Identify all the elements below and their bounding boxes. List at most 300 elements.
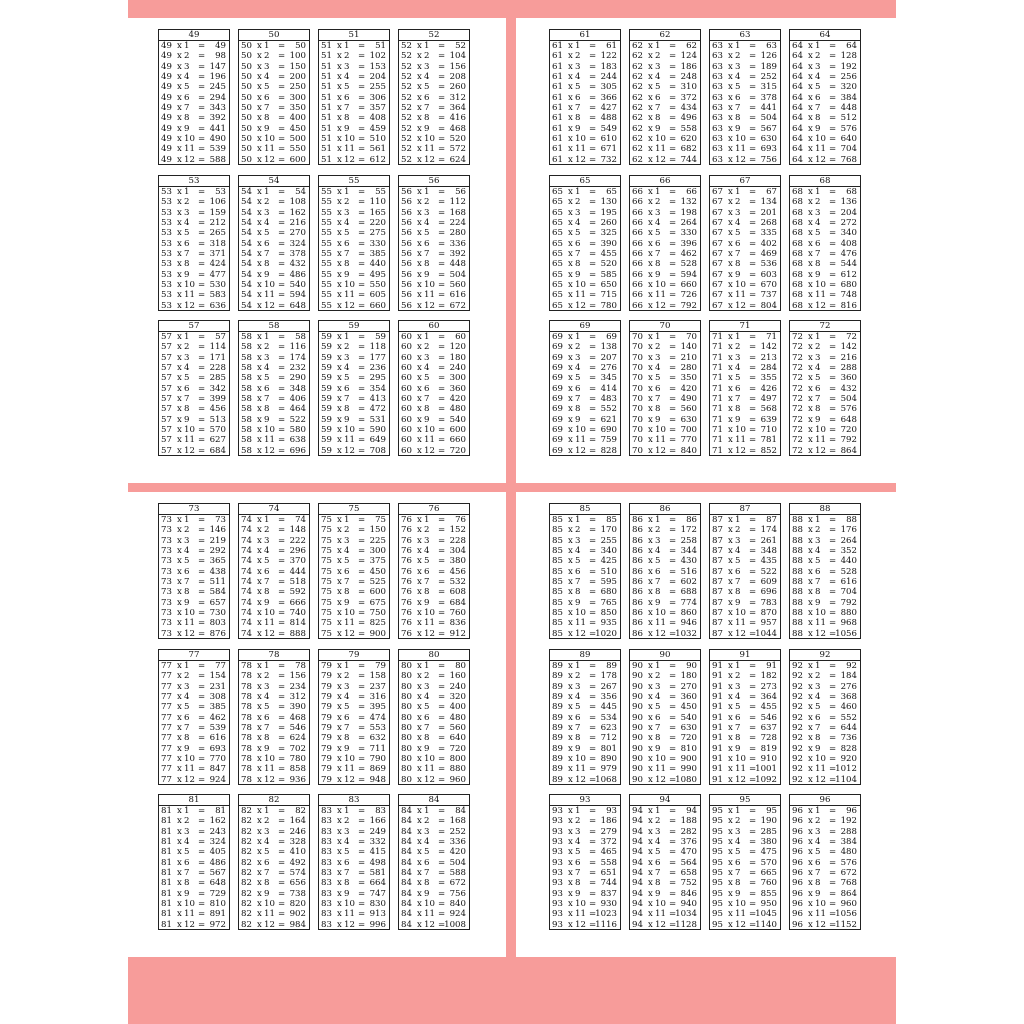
table-row xyxy=(550,363,620,373)
product: 624 xyxy=(290,733,306,743)
product: 246 xyxy=(290,827,306,837)
product: 510 xyxy=(601,567,617,577)
equals-sign: = xyxy=(749,218,756,228)
equals-sign: = xyxy=(829,363,836,373)
factor-a: 74 xyxy=(241,567,252,577)
factor-b: 12 xyxy=(575,301,586,311)
factor-a: 90 xyxy=(632,764,643,774)
table-row xyxy=(319,228,389,238)
times-sign: x xyxy=(808,525,813,535)
equals-sign: = xyxy=(589,858,596,868)
table-row xyxy=(319,435,389,445)
times-sign: x xyxy=(417,239,422,249)
product: 365 xyxy=(210,556,226,566)
equals-sign: = xyxy=(198,394,205,404)
factor-b: 4 xyxy=(424,363,429,373)
times-sign: x xyxy=(568,332,573,342)
times-sign: x xyxy=(337,82,342,92)
table-row xyxy=(550,858,620,868)
factor-b: 11 xyxy=(815,290,826,300)
product: 455 xyxy=(761,702,777,712)
factor-a: 83 xyxy=(321,868,332,878)
factor-b: 12 xyxy=(655,446,666,456)
table-row xyxy=(159,93,229,103)
table-row xyxy=(319,103,389,113)
times-table-card xyxy=(709,503,781,639)
factor-a: 56 xyxy=(401,208,412,218)
product: 62 xyxy=(686,41,697,51)
product: 464 xyxy=(290,404,306,414)
times-table-card xyxy=(709,175,781,311)
factor-a: 81 xyxy=(161,909,172,919)
times-sign: x xyxy=(257,187,262,197)
product: 100 xyxy=(290,51,306,61)
times-sign: x xyxy=(177,816,182,826)
equals-sign: = xyxy=(358,290,365,300)
table-row xyxy=(239,837,309,847)
table-row xyxy=(710,270,780,280)
factor-a: 53 xyxy=(161,187,172,197)
table-row xyxy=(399,909,469,919)
factor-b: 4 xyxy=(184,72,189,82)
equals-sign: = xyxy=(669,692,676,702)
times-sign: x xyxy=(808,567,813,577)
factor-b: 8 xyxy=(575,733,580,743)
equals-sign: = xyxy=(438,682,445,692)
table-row xyxy=(399,353,469,363)
factor-a: 57 xyxy=(161,425,172,435)
table-row xyxy=(550,733,620,743)
factor-b: 3 xyxy=(655,62,660,72)
factor-b: 5 xyxy=(815,847,820,857)
product: 378 xyxy=(761,93,777,103)
equals-sign: = xyxy=(589,764,596,774)
times-sign: x xyxy=(417,858,422,868)
times-sign: x xyxy=(257,342,262,352)
equals-sign: = xyxy=(438,692,445,702)
times-sign: x xyxy=(337,847,342,857)
factor-b: 6 xyxy=(655,567,660,577)
equals-sign: = xyxy=(829,332,836,342)
table-row xyxy=(550,197,620,207)
times-sign: x xyxy=(257,587,262,597)
factor-b: 5 xyxy=(655,556,660,566)
factor-a: 76 xyxy=(401,608,412,618)
equals-sign: = xyxy=(438,124,445,134)
product: 500 xyxy=(290,134,306,144)
product: 352 xyxy=(841,546,857,556)
times-sign: x xyxy=(728,536,733,546)
product: 308 xyxy=(210,692,226,702)
table-row xyxy=(710,567,780,577)
factor-b: 2 xyxy=(264,671,269,681)
factor-b: 3 xyxy=(344,682,349,692)
times-sign: x xyxy=(648,259,653,269)
equals-sign: = xyxy=(589,446,596,456)
equals-sign: = xyxy=(198,692,205,702)
factor-b: 11 xyxy=(264,144,275,154)
equals-sign: = xyxy=(829,920,836,930)
times-sign: x xyxy=(808,909,813,919)
factor-a: 85 xyxy=(552,618,563,628)
times-sign: x xyxy=(648,878,653,888)
factor-b: 2 xyxy=(735,51,740,61)
times-sign: x xyxy=(568,155,573,165)
product: 78 xyxy=(295,661,306,671)
equals-sign: = xyxy=(669,259,676,269)
times-table-card xyxy=(238,649,310,785)
times-sign: x xyxy=(728,806,733,816)
product: 153 xyxy=(370,62,386,72)
equals-sign: = xyxy=(358,713,365,723)
equals-sign: = xyxy=(829,598,836,608)
factor-b: 1 xyxy=(735,41,740,51)
factor-a: 58 xyxy=(241,394,252,404)
equals-sign: = xyxy=(749,342,756,352)
equals-sign: = xyxy=(358,103,365,113)
equals-sign: = xyxy=(589,82,596,92)
product: 640 xyxy=(841,134,857,144)
factor-a: 81 xyxy=(161,827,172,837)
factor-b: 1 xyxy=(264,661,269,671)
table-row xyxy=(319,239,389,249)
equals-sign: = xyxy=(749,692,756,702)
factor-a: 67 xyxy=(712,197,723,207)
equals-sign: = xyxy=(198,909,205,919)
table-row xyxy=(790,51,860,61)
factor-a: 54 xyxy=(241,249,252,259)
factor-b: 2 xyxy=(424,816,429,826)
times-sign: x xyxy=(568,567,573,577)
product: 306 xyxy=(370,93,386,103)
equals-sign: = xyxy=(438,144,445,154)
table-row xyxy=(630,827,700,837)
table-row xyxy=(399,259,469,269)
equals-sign: = xyxy=(829,197,836,207)
times-sign: x xyxy=(337,218,342,228)
table-row xyxy=(630,103,700,113)
product: 528 xyxy=(841,567,857,577)
times-sign: x xyxy=(417,124,422,134)
product: 95 xyxy=(766,806,777,816)
factor-a: 82 xyxy=(241,847,252,857)
factor-a: 70 xyxy=(632,373,643,383)
table-row xyxy=(319,208,389,218)
product: 410 xyxy=(290,847,306,857)
times-sign: x xyxy=(808,878,813,888)
factor-a: 94 xyxy=(632,816,643,826)
equals-sign: = xyxy=(438,270,445,280)
equals-sign: = xyxy=(589,682,596,692)
times-sign: x xyxy=(417,744,422,754)
equals-sign: = xyxy=(278,72,285,82)
product: 540 xyxy=(290,280,306,290)
equals-sign: = xyxy=(829,228,836,238)
times-sign: x xyxy=(728,134,733,144)
times-sign: x xyxy=(337,228,342,238)
table-row xyxy=(710,290,780,300)
product: 592 xyxy=(290,587,306,597)
product: 737 xyxy=(761,290,777,300)
times-sign: x xyxy=(808,134,813,144)
times-sign: x xyxy=(808,93,813,103)
factor-a: 92 xyxy=(792,754,803,764)
equals-sign: = xyxy=(829,661,836,671)
equals-sign: = xyxy=(198,827,205,837)
factor-b: 3 xyxy=(184,353,189,363)
table-row xyxy=(550,608,620,618)
table-row xyxy=(790,868,860,878)
times-table-card xyxy=(549,503,621,639)
times-sign: x xyxy=(417,218,422,228)
equals-sign: = xyxy=(358,113,365,123)
product: 248 xyxy=(681,72,697,82)
product: 207 xyxy=(601,353,617,363)
factor-b: 8 xyxy=(575,587,580,597)
times-sign: x xyxy=(648,847,653,857)
factor-b: 2 xyxy=(575,197,580,207)
factor-a: 86 xyxy=(632,536,643,546)
times-sign: x xyxy=(417,889,422,899)
product: 1140 xyxy=(755,920,777,930)
product: 744 xyxy=(601,878,617,888)
table-row xyxy=(239,878,309,888)
factor-b: 3 xyxy=(655,536,660,546)
factor-a: 60 xyxy=(401,404,412,414)
table-row xyxy=(630,723,700,733)
product: 590 xyxy=(370,425,386,435)
equals-sign: = xyxy=(278,51,285,61)
times-sign: x xyxy=(417,713,422,723)
table-row xyxy=(239,435,309,445)
table-row xyxy=(399,827,469,837)
times-sign: x xyxy=(808,546,813,556)
product: 265 xyxy=(210,228,226,238)
product: 588 xyxy=(450,868,466,878)
table-row xyxy=(710,239,780,249)
equals-sign: = xyxy=(278,218,285,228)
table-row xyxy=(239,270,309,280)
product: 350 xyxy=(681,373,697,383)
table-row xyxy=(710,435,780,445)
product: 570 xyxy=(761,858,777,868)
table-row xyxy=(319,878,389,888)
table-row xyxy=(550,270,620,280)
factor-a: 52 xyxy=(401,103,412,113)
factor-a: 91 xyxy=(712,754,723,764)
factor-a: 59 xyxy=(321,332,332,342)
factor-a: 72 xyxy=(792,425,803,435)
factor-a: 83 xyxy=(321,909,332,919)
factor-b: 5 xyxy=(655,702,660,712)
product: 424 xyxy=(210,259,226,269)
factor-b: 8 xyxy=(344,259,349,269)
table-row xyxy=(550,618,620,628)
table-row xyxy=(399,567,469,577)
factor-a: 79 xyxy=(321,692,332,702)
factor-a: 61 xyxy=(552,134,563,144)
factor-a: 65 xyxy=(552,187,563,197)
factor-b: 10 xyxy=(655,754,666,764)
factor-a: 66 xyxy=(632,218,643,228)
table-row xyxy=(319,536,389,546)
factor-b: 8 xyxy=(344,113,349,123)
table-row xyxy=(550,415,620,425)
times-sign: x xyxy=(808,353,813,363)
product: 150 xyxy=(370,525,386,535)
equals-sign: = xyxy=(749,587,756,597)
equals-sign: = xyxy=(278,671,285,681)
times-sign: x xyxy=(648,155,653,165)
equals-sign: = xyxy=(669,208,676,218)
product: 57 xyxy=(215,332,226,342)
times-sign: x xyxy=(648,301,653,311)
times-sign: x xyxy=(337,363,342,373)
factor-b: 10 xyxy=(264,754,275,764)
product: 750 xyxy=(370,608,386,618)
factor-b: 6 xyxy=(735,713,740,723)
factor-a: 73 xyxy=(161,546,172,556)
factor-b: 1 xyxy=(344,661,349,671)
factor-b: 6 xyxy=(184,567,189,577)
product: 550 xyxy=(290,144,306,154)
product: 52 xyxy=(455,41,466,51)
factor-a: 80 xyxy=(401,775,412,785)
times-sign: x xyxy=(808,259,813,269)
product: 195 xyxy=(601,208,617,218)
equals-sign: = xyxy=(829,82,836,92)
factor-b: 2 xyxy=(735,342,740,352)
table-row xyxy=(630,144,700,154)
times-sign: x xyxy=(417,754,422,764)
product: 174 xyxy=(290,353,306,363)
product: 58 xyxy=(295,332,306,342)
times-sign: x xyxy=(568,702,573,712)
factor-b: 5 xyxy=(815,556,820,566)
product: 450 xyxy=(681,702,697,712)
table-row xyxy=(790,72,860,82)
times-sign: x xyxy=(808,713,813,723)
table-row xyxy=(399,858,469,868)
product: 1128 xyxy=(675,920,697,930)
times-sign: x xyxy=(568,618,573,628)
times-sign: x xyxy=(177,41,182,51)
factor-a: 59 xyxy=(321,373,332,383)
table-title: 51 xyxy=(319,30,389,41)
times-sign: x xyxy=(177,435,182,445)
equals-sign: = xyxy=(669,525,676,535)
factor-b: 7 xyxy=(655,577,660,587)
table-row xyxy=(159,435,229,445)
product: 267 xyxy=(601,682,617,692)
equals-sign: = xyxy=(358,394,365,404)
product: 427 xyxy=(601,103,617,113)
product: 552 xyxy=(841,713,857,723)
product: 455 xyxy=(601,249,617,259)
factor-a: 90 xyxy=(632,702,643,712)
equals-sign: = xyxy=(278,525,285,535)
table-title: 87 xyxy=(710,504,780,515)
factor-b: 3 xyxy=(264,62,269,72)
factor-b: 5 xyxy=(424,847,429,857)
product: 200 xyxy=(290,72,306,82)
product: 255 xyxy=(601,536,617,546)
times-sign: x xyxy=(728,228,733,238)
equals-sign: = xyxy=(278,608,285,618)
product: 639 xyxy=(761,415,777,425)
factor-a: 91 xyxy=(712,764,723,774)
factor-a: 50 xyxy=(241,51,252,61)
equals-sign: = xyxy=(669,536,676,546)
factor-b: 12 xyxy=(344,301,355,311)
product: 855 xyxy=(761,889,777,899)
product: 408 xyxy=(370,113,386,123)
product: 282 xyxy=(681,827,697,837)
equals-sign: = xyxy=(589,827,596,837)
factor-a: 94 xyxy=(632,837,643,847)
factor-a: 89 xyxy=(552,713,563,723)
factor-a: 67 xyxy=(712,280,723,290)
table-row xyxy=(710,404,780,414)
table-row xyxy=(159,878,229,888)
times-sign: x xyxy=(568,353,573,363)
product: 880 xyxy=(450,764,466,774)
factor-b: 11 xyxy=(424,144,435,154)
times-sign: x xyxy=(257,134,262,144)
table-row xyxy=(550,671,620,681)
factor-b: 6 xyxy=(344,93,349,103)
product: 252 xyxy=(761,72,777,82)
times-sign: x xyxy=(808,587,813,597)
factor-b: 12 xyxy=(424,775,435,785)
product: 560 xyxy=(450,723,466,733)
product: 180 xyxy=(681,671,697,681)
times-sign: x xyxy=(257,889,262,899)
table-row xyxy=(550,259,620,269)
product: 1023 xyxy=(595,909,617,919)
factor-a: 82 xyxy=(241,827,252,837)
table-row xyxy=(159,909,229,919)
factor-a: 74 xyxy=(241,515,252,525)
equals-sign: = xyxy=(278,764,285,774)
factor-b: 1 xyxy=(815,41,820,51)
times-sign: x xyxy=(568,775,573,785)
times-sign: x xyxy=(648,197,653,207)
equals-sign: = xyxy=(749,41,756,51)
table-row xyxy=(239,556,309,566)
factor-b: 10 xyxy=(575,280,586,290)
product: 468 xyxy=(290,713,306,723)
equals-sign: = xyxy=(749,567,756,577)
times-table-card xyxy=(238,503,310,639)
table-row xyxy=(319,744,389,754)
factor-a: 90 xyxy=(632,754,643,764)
equals-sign: = xyxy=(829,723,836,733)
table-row xyxy=(710,587,780,597)
product: 558 xyxy=(601,858,617,868)
equals-sign: = xyxy=(198,878,205,888)
equals-sign: = xyxy=(589,837,596,847)
factor-b: 9 xyxy=(344,744,349,754)
times-sign: x xyxy=(337,754,342,764)
equals-sign: = xyxy=(589,93,596,103)
table-row xyxy=(399,446,469,456)
equals-sign: = xyxy=(829,899,836,909)
equals-sign: = xyxy=(358,723,365,733)
equals-sign: = xyxy=(589,239,596,249)
factor-b: 7 xyxy=(735,249,740,259)
equals-sign: = xyxy=(438,702,445,712)
